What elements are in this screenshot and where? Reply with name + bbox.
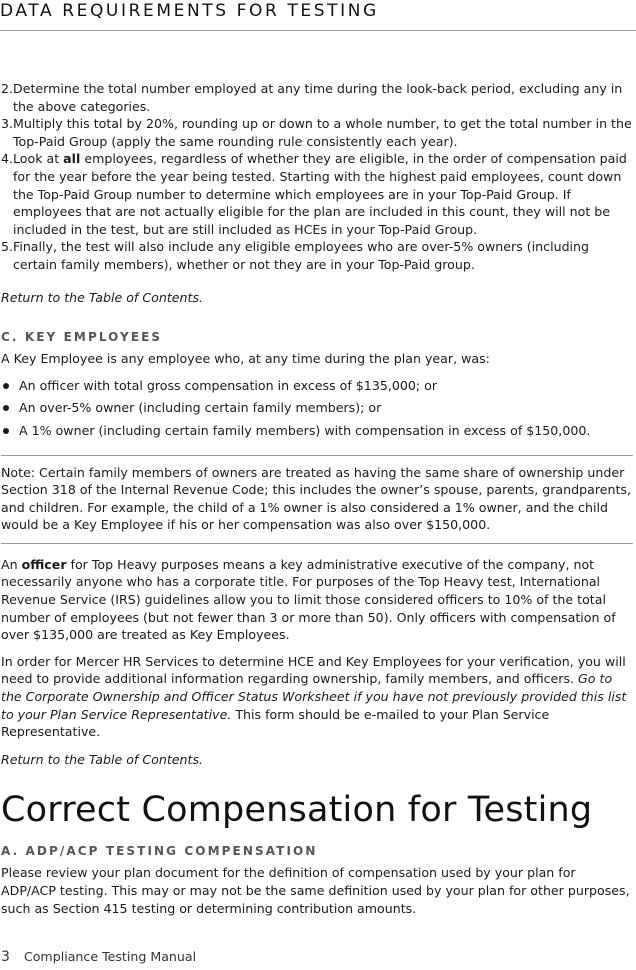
list-item: An officer with total gross compensation in excess of $135,000; or	[1, 377, 633, 395]
list-item: A 1% owner (including certain family members) with compensation in excess of $150,000.	[1, 422, 633, 440]
key-employees-intro: A Key Employee is any employee who, at any time during the plan year, was:	[1, 351, 490, 367]
step-item	[1, 80, 633, 115]
steps-list	[1, 80, 633, 274]
step-text: Finally, the test will also include any eligible employees who are over-5% owners (including certain family members), whether or not they are in your Top-Paid group.	[13, 239, 590, 272]
step-item	[1, 150, 633, 238]
mercer-info-paragraph: In order for Mercer HR Services to determine HCE and Key Employees for your verification, you will need to provide additional information regarding ownership, family members, and officers. Go to the Corporate Ownership and Officer Status Worksheet if you have not previously provided this list to your Plan Service Representative. This form should be e-mailed to your Plan Service Representative.	[1, 653, 627, 740]
adp-acp-body: Please review your plan document for the definition of compensation used by your plan for ADP/ACP testing. This may or may not be the same definition used by your plan for other purposes, such as Section 415 testing or determining contribution amounts.	[1, 865, 630, 916]
page-header: DATA REQUIREMENTS FOR TESTING	[0, 1, 379, 21]
page-number: 3	[1, 949, 10, 965]
section-title-correct-compensation: Correct Compensation for Testing	[1, 790, 593, 831]
emphasis-officer: officer	[21, 556, 67, 572]
manual-title: Compliance Testing Manual	[23, 949, 197, 964]
main-content	[1, 80, 633, 917]
family-members-note: Note: Certain family members of owners are treated as having the same share of ownership under Section 318 of the Internal Revenue Code; this includes the owner’s spouse, parents, grandparents, and children. For example, the child of a 1% owner is also considered a 1% owner, and the child would be a Key Employee if his or her compensation was also over $150,000.	[1, 464, 631, 533]
return-to-toc-link[interactable]: Return to the Table of Contents.	[1, 751, 204, 767]
step-item	[1, 238, 633, 273]
bullet-icon	[3, 428, 9, 434]
section-heading-key-employees: C. KEY EMPLOYEES	[1, 330, 163, 345]
bullet-icon	[3, 405, 9, 411]
step-number: 3.	[1, 116, 14, 132]
list-item: An over-5% owner (including certain family members); or	[1, 399, 633, 417]
key-employee-criteria-list	[1, 377, 633, 440]
return-to-toc-link[interactable]: Return to the Table of Contents.	[1, 289, 204, 305]
header-divider	[0, 30, 636, 31]
worksheet-link[interactable]: Go to the Corporate Ownership and Officer Status Worksheet if you have not previously provided this list to your Plan Service Representative.	[1, 671, 627, 722]
officer-definition: An officer for Top Heavy purposes means a key administrative executive of the company, not necessarily anyone who has a corporate title. For purposes of the Top Heavy test, International Revenue Service (IRS) guidelines allow you to limit those considered officers to 10% of the total number of employees (but not fewer than 3 or more than 50). Only officers with compensation of over $135,000 are treated as Key Employees.	[1, 556, 616, 643]
step-text: Determine the total number employed at any time during the look-back period, excluding any in the above categories.	[13, 81, 623, 114]
page-footer	[1, 948, 196, 967]
emphasis-all: all	[63, 151, 81, 167]
step-number: 5.	[1, 239, 14, 255]
section-heading-adp-acp: A. ADP/ACP TESTING COMPENSATION	[1, 844, 318, 859]
step-item	[1, 115, 633, 150]
step-number: 4.	[1, 151, 14, 167]
step-text: Look at all employees, regardless of whether they are eligible, in the order of compensation paid for the year before the year being tested. Starting with the highest paid employees, count down the Top-Paid Group number to determine which employees are in your Top-Paid Group. If employees that are not actually eligible for the plan are included in this count, they will not be included in the test, but are still included as HCEs in your Top-Paid Group.	[13, 151, 627, 237]
step-number: 2.	[1, 81, 14, 96]
step-text: Multiply this total by 20%, rounding up or down to a whole number, to get the total number in the Top-Paid Group (apply the same rounding rule consistently each year).	[13, 116, 632, 149]
bullet-icon	[3, 383, 9, 389]
